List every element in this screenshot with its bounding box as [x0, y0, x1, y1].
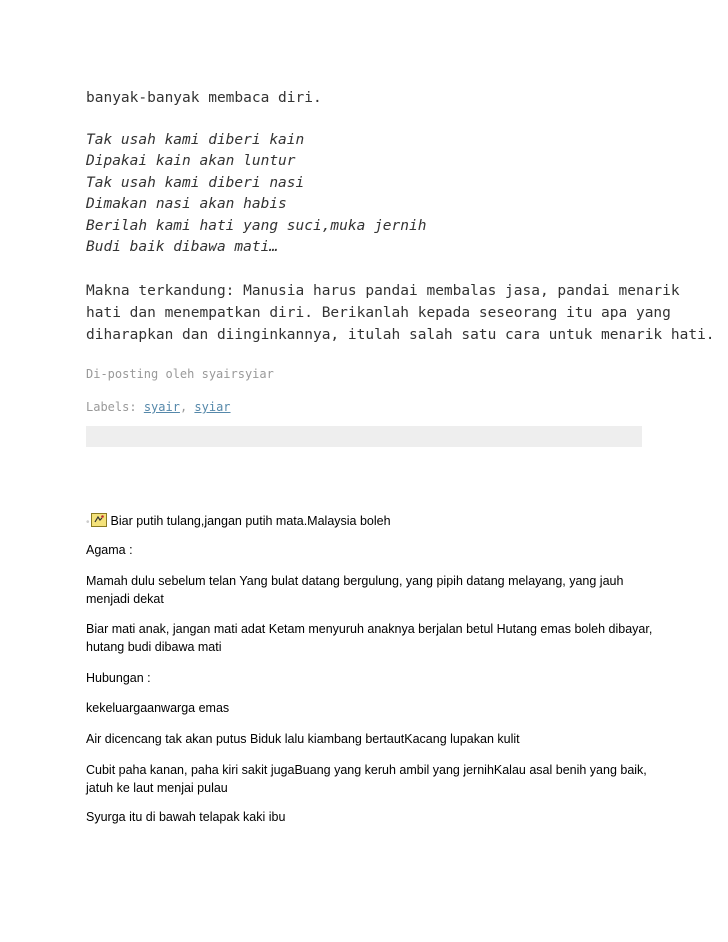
poem-line: Tak usah kami diberi nasi	[86, 175, 305, 191]
intro-line: banyak-banyak membaca diri.	[86, 90, 322, 106]
poem-line: Berilah kami hati yang suci,muka jernih	[86, 218, 427, 234]
doc-line: Agama :	[86, 543, 133, 557]
labels-separator: ,	[179, 400, 188, 414]
label-link-syiar[interactable]: syiar	[194, 400, 231, 414]
doc-line: hutang budi dibawa mati	[86, 640, 222, 654]
gray-divider-bar	[86, 426, 642, 447]
meaning-line: hati dan menempatkan diri. Berikanlah kepada seseorang itu apa yang	[86, 305, 671, 321]
labels-prefix: Labels:	[86, 400, 137, 414]
meaning-line: Makna terkandung: Manusia harus pandai membalas jasa, pandai menarik	[86, 283, 680, 299]
header-line-row	[86, 513, 391, 528]
doc-line: menjadi dekat	[86, 592, 164, 606]
poem-line: Tak usah kami diberi kain	[86, 132, 305, 148]
label-link-syair[interactable]: syair	[143, 400, 180, 414]
doc-header-line: Biar putih tulang,jangan putih mata.Malaysia boleh	[110, 514, 391, 528]
posted-by: Di-posting oleh syairsyiar	[86, 367, 274, 381]
doc-line: Mamah dulu sebelum telan Yang bulat datang bergulung, yang pipih datang melayang, yang jauh	[86, 574, 624, 588]
broken-image-icon	[91, 513, 107, 527]
doc-line: Syurga itu di bawah telapak kaki ibu	[86, 810, 286, 824]
bullet-icon: •	[86, 517, 90, 528]
poem-line: Dimakan nasi akan habis	[86, 196, 287, 212]
doc-line: Air dicencang tak akan putus Biduk lalu kiambang bertautKacang lupakan kulit	[86, 732, 520, 746]
labels-row	[86, 400, 231, 414]
doc-line: Biar mati anak, jangan mati adat Ketam menyuruh anaknya berjalan betul Hutang emas boleh dibayar,	[86, 622, 653, 636]
poem-line: Budi baik dibawa mati…	[86, 239, 279, 255]
poem-line: Dipakai kain akan luntur	[86, 153, 296, 169]
doc-line: Hubungan :	[86, 671, 151, 685]
doc-line: Cubit paha kanan, paha kiri sakit jugaBuang yang keruh ambil yang jernihKalau asal benih yang baik,	[86, 763, 647, 777]
meaning-line: diharapkan dan diinginkannya, itulah salah satu cara untuk menarik hati.	[86, 327, 715, 343]
doc-line: kekeluargaanwarga emas	[86, 701, 230, 715]
doc-line: jatuh ke laut menjai pulau	[86, 781, 228, 795]
